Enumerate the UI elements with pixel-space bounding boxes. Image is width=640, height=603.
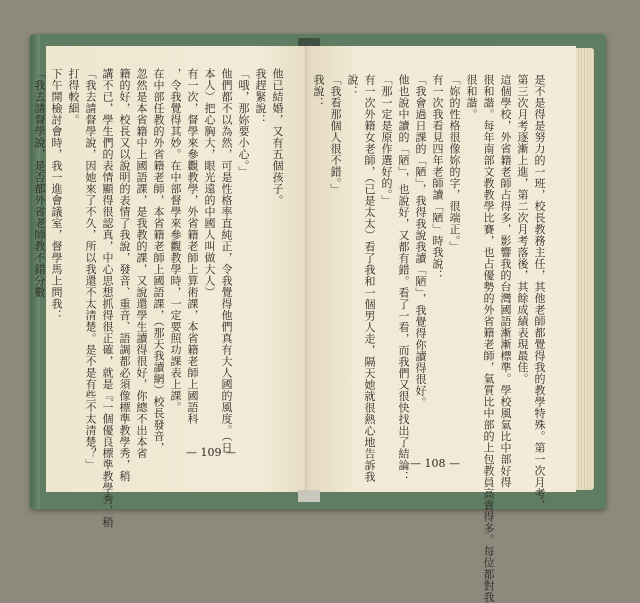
text-column: 「妳的性格很像妳的字，很端正。」	[448, 74, 461, 253]
text-column: 「我看那個人很不錯。」	[329, 74, 342, 195]
text-column: 「我去請督學說，是否都外省老師教不錯分數	[33, 68, 46, 298]
text-column: 在中部任教的外省籍老師，本省籍老師上國語課，（那天我讀網）校長發音，	[152, 68, 165, 454]
text-column: 「哦，那妳要小心。」	[237, 68, 250, 178]
text-column: 他們都不以為然，可是性格率直純正，令我覺得他們真有大人國的風度。（日	[220, 68, 233, 454]
right-page	[308, 46, 576, 603]
text-column: 第三次月考逐漸上進，第二次月考落後，其餘成績表現最佳。	[516, 74, 529, 385]
text-column: 有一次我看見四年老師讀「陋」時我說：	[431, 74, 444, 281]
text-column: 他已結婚，又有五個孩子。	[271, 68, 284, 206]
left-page	[33, 46, 308, 528]
text-column: 很和諧。每年南部文教教學比賽，也占優勢的外省籍老師，氣質比中部的上包教員高貴得多。每位都對我	[482, 74, 495, 603]
text-column: 他也說中讀的「陋」，也說好，又都有錯。看了一看，而我們又很快找出了結論：	[397, 74, 410, 483]
text-column: 我趕緊說：	[254, 68, 267, 126]
left-page-text	[31, 68, 286, 528]
text-column: 很和諧。	[465, 74, 478, 120]
text-column: 打得較細。	[67, 68, 80, 126]
text-column: 說：	[346, 74, 359, 97]
right-page-number: — 108 —	[410, 457, 460, 470]
text-column: 下午開檢討會時，我一進會議室，督學馬上問我：	[50, 68, 63, 321]
text-column: 講不已，學生們的表情顯得很認真，中心思想抓得很正確，就是『一個優良標準教學秀，稍	[101, 68, 114, 528]
spine-bottom	[298, 490, 320, 502]
text-column: 我說：	[312, 74, 325, 109]
text-column: 是不是得是努力的一班，校長教務主任，其他老師都覺得我的教學特殊。第一次月考，	[533, 74, 546, 511]
page-stack-edges	[576, 48, 594, 490]
text-column: 籍的好，校長又以說明的表情了我說，發音、重音、語調都必須像標準教學秀，稍	[118, 68, 131, 482]
text-column: 本人）把心胸大，眼光遠的中國人叫做大人）	[203, 68, 216, 298]
text-column: ，令我覺得其妙。在中部督學來參觀教學時，一定要照功課表上課。	[169, 68, 182, 413]
text-column: 這個學校，外省籍老師占得多，影響我的台灣國語漸漸標準。學校風氣比中部好得	[499, 74, 512, 488]
text-column: 「那一定是原作選好的。」	[380, 74, 393, 207]
text-column: 「我去請督學說，因她來了不久，所以我還不太清楚。是不是有些不太清楚？」	[84, 68, 97, 471]
text-column: 「我會過日課的「陋」，我得我說我讀「陋」，我覺得你讀得很好。	[414, 74, 427, 408]
text-column: 有一次外籍女老師，（已是太太）看了我和一個男人走，隔天她就很熱心地告訴我	[363, 74, 376, 483]
text-column: 有一次，督學來參觀教學，外省籍老師上算術課，本省籍老師上國語科	[186, 68, 199, 425]
text-column: 忽然是本省籍中上國語課，是我教的課，又說還學生讀得很好，你總不出本省	[135, 68, 148, 459]
left-page-number: — 109 —	[186, 446, 236, 459]
